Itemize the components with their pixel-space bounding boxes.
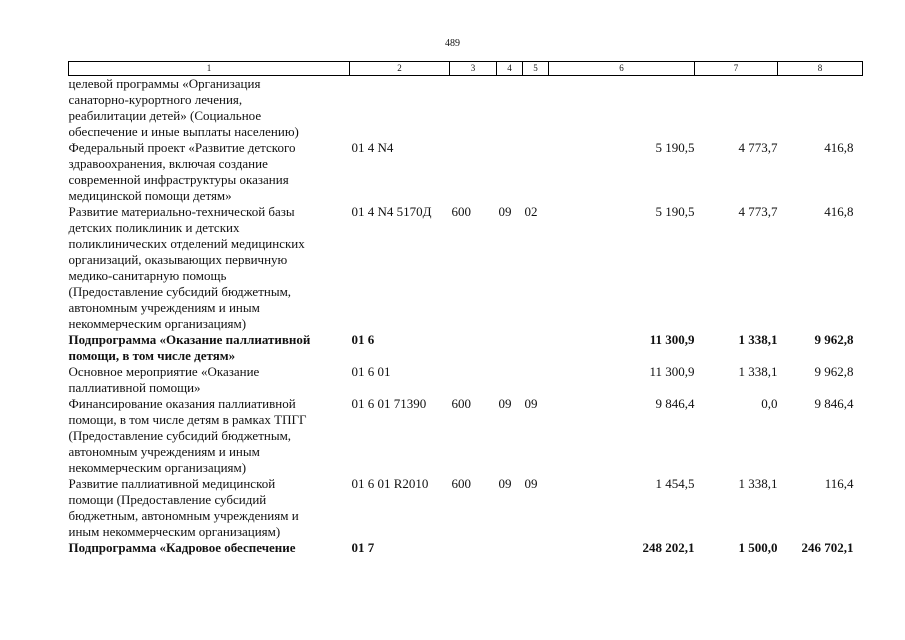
table-row: [69, 476, 863, 540]
amount-col8: 9 846,4: [814, 396, 854, 411]
target-code: 01 6 01 71390: [351, 396, 427, 411]
budget-table: [68, 61, 863, 556]
row-name-line: Финансирование оказания паллиативной: [68, 396, 296, 411]
row-name: [69, 476, 350, 540]
header-cell-8: 8: [778, 62, 863, 76]
row-name-line: помощи, в том числе детям в рамках ТПГГ: [68, 412, 307, 427]
amount-col8: 246 702,1: [801, 540, 854, 555]
total-amount: 5 190,5: [655, 204, 695, 219]
row-name-line: автономным учреждениям и иным: [68, 444, 260, 459]
target-code: [350, 76, 450, 141]
row-name-line: здравоохранения, включая создание: [68, 156, 268, 171]
section-code: 09: [498, 396, 512, 411]
header-cell-5: 5: [523, 62, 549, 76]
expense-type: 600: [451, 476, 471, 491]
row-name-line: реабилитации детей» (Социальное: [68, 108, 262, 123]
amount-col7: 1 338,1: [738, 332, 778, 347]
section-code: [497, 332, 523, 364]
header-cell-7: 7: [695, 62, 778, 76]
table-row: [69, 364, 863, 396]
amount-col8: 9 962,8: [814, 332, 854, 347]
page-number: 489: [445, 38, 460, 49]
row-name: [69, 396, 350, 476]
amount-col8: 9 962,8: [814, 364, 854, 379]
total-amount: 11 300,9: [649, 332, 695, 347]
section-code: 09: [498, 476, 512, 491]
subsection-code: 09: [524, 476, 538, 491]
row-name-line: (Предоставление субсидий бюджетным,: [68, 428, 292, 443]
row-name: [69, 364, 350, 396]
target-code: 01 6: [351, 332, 375, 347]
target-code: 01 4 N4: [351, 140, 394, 155]
total-amount: 9 846,4: [655, 396, 695, 411]
section-code: [497, 540, 523, 556]
row-name: [69, 76, 350, 141]
row-name-line: Развитие материально-технической базы: [68, 204, 295, 219]
expense-type: 600: [451, 396, 471, 411]
subsection-code: [523, 140, 549, 204]
row-name-line: некоммерческим организациям): [68, 316, 247, 331]
row-name-line: медицинской помощи детям»: [68, 188, 232, 203]
row-name-line: бюджетным, автономным учреждениям и: [68, 508, 299, 523]
row-name: [69, 540, 350, 556]
row-name-line: (Предоставление субсидий бюджетным,: [68, 284, 292, 299]
row-name-line: Федеральный проект «Развитие детского: [68, 140, 296, 155]
row-name-line: Подпрограмма «Оказание паллиативной: [68, 332, 311, 347]
row-name-line: Основное мероприятие «Оказание: [68, 364, 260, 379]
row-name-line: современной инфраструктуры оказания: [68, 172, 289, 187]
total-amount: 248 202,1: [642, 540, 695, 555]
amount-col8: 116,4: [824, 476, 854, 491]
row-name-line: Развитие паллиативной медицинской: [68, 476, 276, 491]
row-name-line: поликлинических отделений медицинских: [68, 236, 305, 251]
total-amount: 1 454,5: [655, 476, 695, 491]
row-name-line: Подпрограмма «Кадровое обеспечение: [68, 540, 296, 555]
amount-col7: 1 500,0: [738, 540, 778, 555]
amount-col7: 4 773,7: [738, 204, 778, 219]
total-amount: [549, 76, 695, 141]
amount-col8: 416,8: [824, 204, 854, 219]
expense-type: [450, 140, 497, 204]
amount-col7: [695, 76, 778, 141]
table-row: [69, 76, 863, 141]
expense-type: [450, 332, 497, 364]
total-amount: 5 190,5: [655, 140, 695, 155]
header-cell-3: 3: [450, 62, 497, 76]
amount-col7: 1 338,1: [738, 476, 778, 491]
row-name-line: иным некоммерческим организациям): [68, 524, 281, 539]
expense-type: [450, 540, 497, 556]
header-cell-4: 4: [497, 62, 523, 76]
target-code: 01 4 N4 5170Д: [351, 204, 432, 219]
amount-col8: 416,8: [824, 140, 854, 155]
amount-col7: 1 338,1: [738, 364, 778, 379]
section-code: 09: [498, 204, 512, 219]
row-name-line: санаторно-курортного лечения,: [68, 92, 243, 107]
subsection-code: [523, 332, 549, 364]
row-name: [69, 332, 350, 364]
row-name-line: паллиативной помощи»: [68, 380, 201, 395]
row-name-line: медико-санитарную помощь: [68, 268, 227, 283]
section-code: [497, 76, 523, 141]
section-code: [497, 364, 523, 396]
table-row: [69, 540, 863, 556]
subsection-code: 02: [524, 204, 538, 219]
amount-col8: [778, 76, 863, 141]
row-name-line: помощи (Предоставление субсидий: [68, 492, 267, 507]
row-name-line: помощи, в том числе детям»: [68, 348, 236, 363]
row-name: [69, 204, 350, 332]
target-code: 01 6 01 R2010: [351, 476, 429, 491]
column-number-header: [69, 62, 863, 76]
row-name-line: автономным учреждениям и иным: [68, 300, 260, 315]
target-code: 01 7: [351, 540, 375, 555]
subsection-code: [523, 540, 549, 556]
subsection-code: 09: [524, 396, 538, 411]
section-code: [497, 140, 523, 204]
expense-type: 600: [451, 204, 471, 219]
table-row: [69, 332, 863, 364]
target-code: 01 6 01: [351, 364, 391, 379]
amount-col7: 4 773,7: [738, 140, 778, 155]
total-amount: 11 300,9: [649, 364, 695, 379]
expense-type: [450, 76, 497, 141]
header-cell-6: 6: [549, 62, 695, 76]
subsection-code: [523, 364, 549, 396]
row-name-line: некоммерческим организациям): [68, 460, 247, 475]
table-row: [69, 204, 863, 332]
amount-col7: 0,0: [761, 396, 778, 411]
row-name-line: целевой программы «Организация: [68, 76, 261, 91]
row-name-line: организаций, оказывающих первичную: [68, 252, 288, 267]
row-name-line: обеспечение и иные выплаты населению): [68, 124, 299, 139]
row-name-line: детских поликлиник и детских: [68, 220, 240, 235]
expense-type: [450, 364, 497, 396]
table-body: [69, 76, 863, 557]
header-cell-1: 1: [69, 62, 350, 76]
table-row: [69, 140, 863, 204]
subsection-code: [523, 76, 549, 141]
row-name: [69, 140, 350, 204]
table-row: [69, 396, 863, 476]
header-cell-2: 2: [350, 62, 450, 76]
